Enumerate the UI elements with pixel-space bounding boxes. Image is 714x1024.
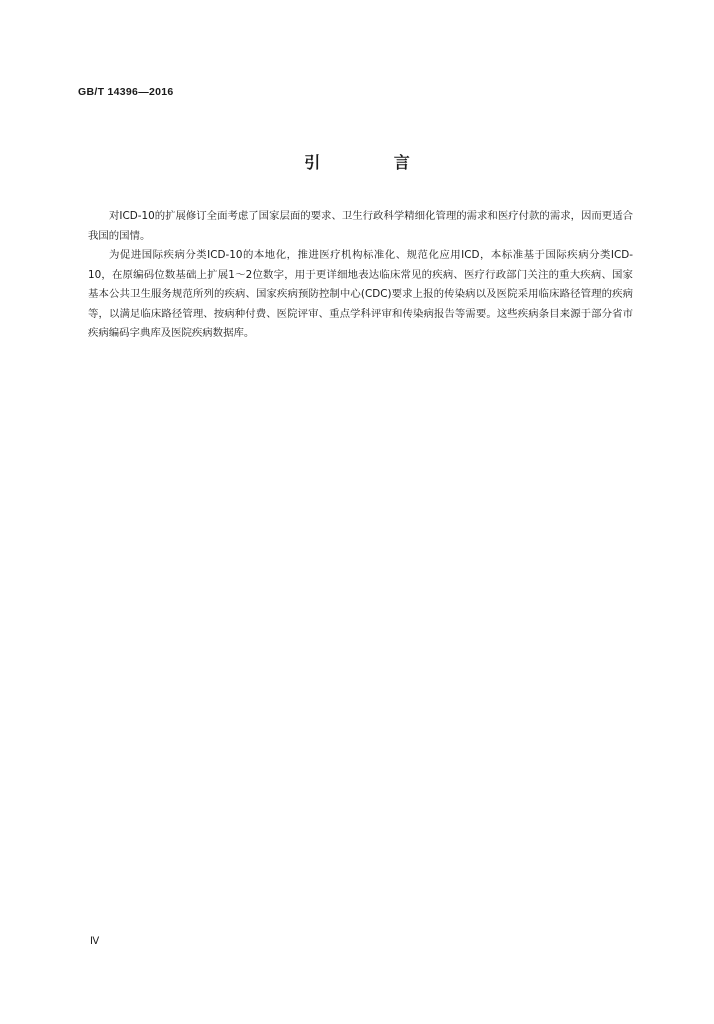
paragraph-2: 为促进国际疾病分类ICD-10的本地化，推进医疗机构标准化、规范化应用ICD，本标准基于国际疾病分类ICD-10，在原编码位数基础上扩展1～2位数字，用于更详细地表达临床常见的疾病、医疗行政部门关注的重大疾病、国家基本公共卫生服务规范所列的疾病、国家疾病预防控制中心(CDC)要求上报的传染病以及医院采用临床路径管理的疾病等，以满足临床路径管理、按病种付费、医院评审、重点学科评审和传染病报告等需要。这些疾病条目来源于部分省市疾病编码字典库及医院疾病数据库。 xyxy=(88,249,633,339)
page-number: Ⅳ xyxy=(90,936,100,947)
standard-number: GB/T 14396—2016 xyxy=(78,86,174,98)
section-title: 引 言 xyxy=(304,153,444,172)
body-text xyxy=(88,207,633,344)
paragraph-1: 对ICD-10的扩展修订全面考虑了国家层面的要求、卫生行政科学精细化管理的需求和医疗付款的需求，因而更适合我国的国情。 xyxy=(88,210,633,242)
